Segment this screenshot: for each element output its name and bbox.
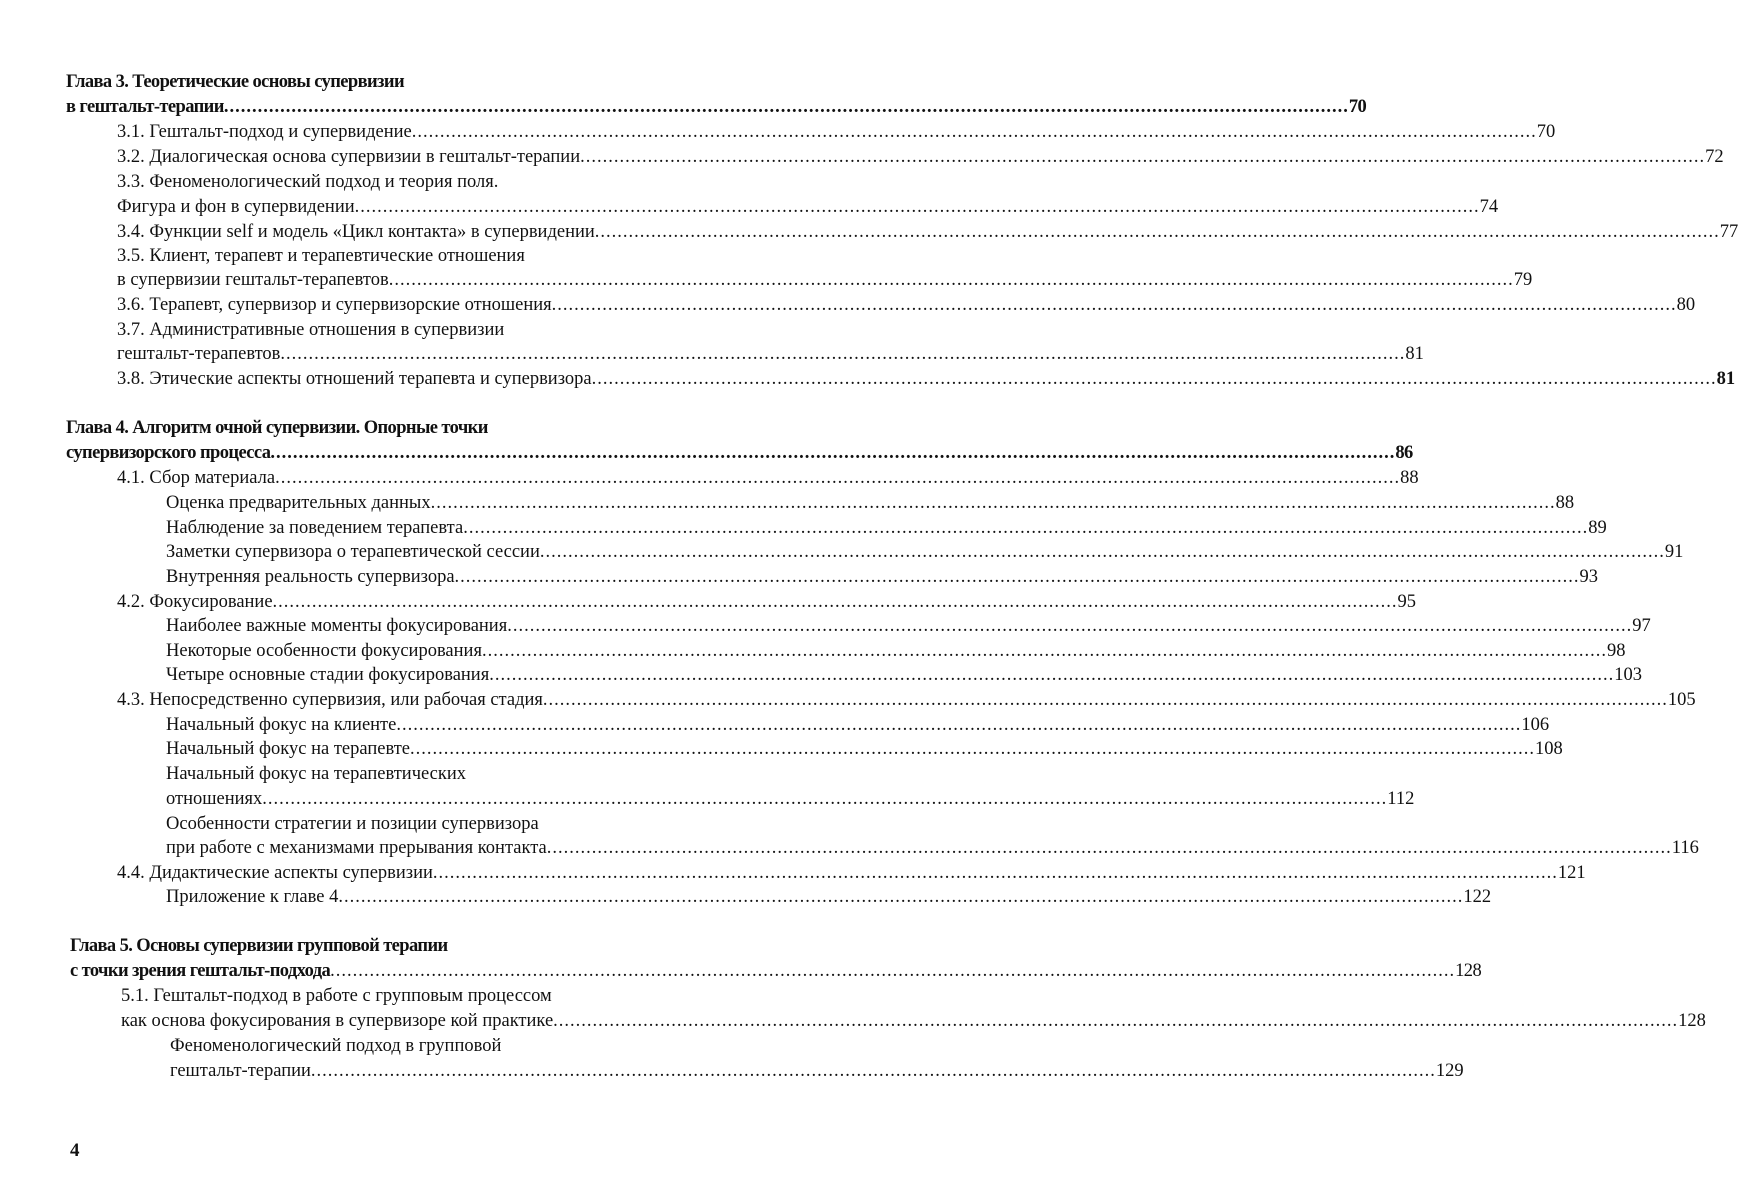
toc-entry: 4.2. Фокусирование ..... 95 — [117, 590, 711, 614]
chapter-3-title-entry: в гештальт-терапии ..... 70 — [66, 95, 711, 119]
toc-entry: Фигура и фон в супервидении ..... 74 — [117, 195, 711, 219]
toc-subentry-line: Феноменологический подход в групповой — [170, 1036, 502, 1056]
toc-entry-line: 3.7. Административные отношения в супервизии — [117, 320, 505, 340]
toc-subentry: Начальный фокус на клиенте ..... 106 — [166, 713, 711, 737]
page-number: 4 — [70, 1140, 80, 1161]
toc-subentry-line: Начальный фокус на терапевтических — [166, 764, 467, 784]
toc-entry-line: 3.3. Феноменологический подход и теория поля. — [117, 172, 499, 192]
toc-entry: как основа фокусирования в супервизоре кой практике ..... 128 — [121, 1009, 711, 1033]
toc-subentry: Заметки супервизора о терапевтической сессии ..... 91 — [166, 540, 711, 564]
toc-entry-line: 5.1. Гештальт-подход в работе с групповым процессом — [121, 986, 552, 1006]
toc-entry: 3.6. Терапевт, супервизор и супервизорские отношения ..... 80 — [117, 293, 711, 317]
chapter-5-title: Глава 5. Основы супервизии групповой терапии — [70, 936, 448, 956]
toc-subentry: Внутренняя реальность супервизора ..... 93 — [166, 565, 711, 589]
toc-subentry: Начальный фокус на терапевте ..... 108 — [166, 737, 711, 761]
chapter-4-title: Глава 4. Алгоритм очной супервизии. Опорные точки — [66, 418, 488, 438]
toc-entry: 3.8. Этические аспекты отношений терапевта и супервизора ..... 81 — [117, 367, 711, 391]
toc-subentry: гештальт-терапии ..... 129 — [170, 1059, 711, 1083]
toc-entry: 3.4. Функции self и модель «Цикл контакта» в супервидении ..... 77 — [117, 220, 711, 244]
toc-entry: 3.1. Гештальт-подход и супервидение ..... 70 — [117, 120, 711, 144]
toc-entry: 3.2. Диалогическая основа супервизии в гештальт-терапии ..... 72 — [117, 145, 711, 169]
toc-subentry: Оценка предварительных данных ..... 88 — [166, 491, 711, 515]
toc-subentry: отношениях ..... 112 — [166, 787, 711, 811]
toc-subentry: Приложение к главе 4 ..... 122 — [166, 885, 711, 909]
toc-subentry: Наиболее важные моменты фокусирования ..... 97 — [166, 614, 711, 638]
toc-subentry-line: Особенности стратегии и позиции супервизора — [166, 814, 539, 834]
toc-entry: 4.1. Сбор материала ..... 88 — [117, 466, 711, 490]
toc-entry: 4.3. Непосредственно супервизия, или рабочая стадия ..... 105 — [117, 688, 711, 712]
toc-subentry: Наблюдение за поведением терапевта ..... 89 — [166, 516, 711, 540]
toc-entry: в супервизии гештальт-терапевтов ..... 79 — [117, 268, 711, 292]
chapter-5-title-entry: с точки зрения гештальт-подхода ..... 128 — [70, 959, 711, 983]
toc-subentry: Некоторые особенности фокусирования ..... 98 — [166, 639, 711, 663]
toc-entry-line: 3.5. Клиент, терапевт и терапевтические отношения — [117, 246, 525, 266]
chapter-4-title-entry: супервизорского процесса ..... 86 — [66, 441, 711, 465]
toc-subentry: при работе с механизмами прерывания контакта ..... 116 — [166, 836, 711, 860]
toc-entry: гештальт-терапевтов ..... 81 — [117, 342, 711, 366]
toc-entry: 4.4. Дидактические аспекты супервизии ..... 121 — [117, 861, 711, 885]
toc-subentry: Четыре основные стадии фокусирования ..... 103 — [166, 663, 711, 687]
chapter-3-title: Глава 3. Теоретические основы супервизии — [66, 72, 405, 92]
